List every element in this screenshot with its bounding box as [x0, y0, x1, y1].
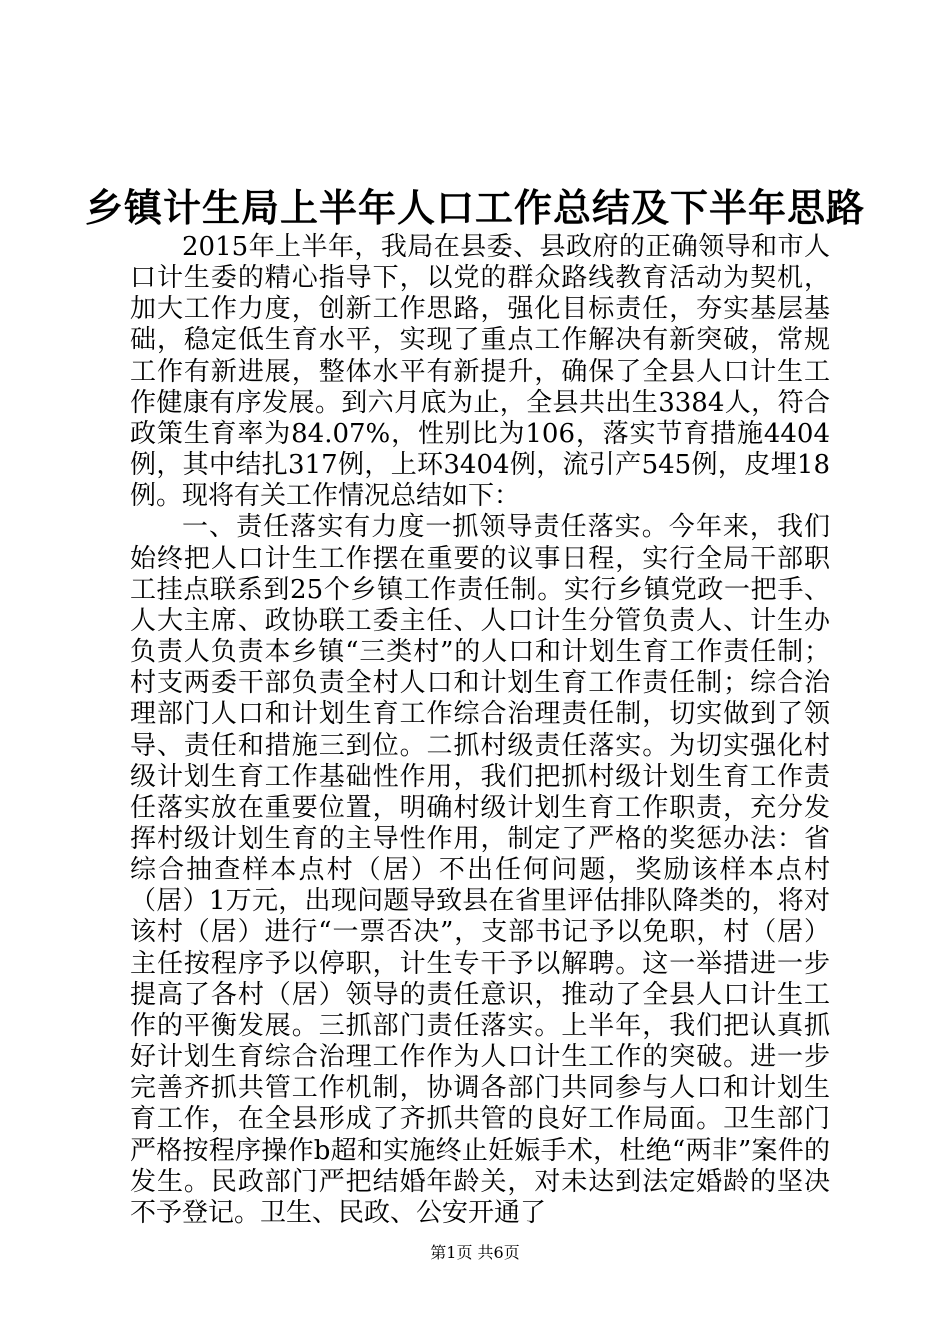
document-body [130, 232, 830, 1229]
page-number: 第1页 共6页 [430, 1243, 520, 1262]
paragraph-responsibility: 一、责任落实有力度一抓领导责任落实。今年来，我们始终把人口计生工作摆在重要的议事日程，实行全局干部职工挂点联系到25个乡镇工作责任制。实行乡镇党政一把手、人大主席、政协联工委主任、人口计生分管负责人、计生办负责人负责本乡镇“三类村”的人口和计划生育工作责任制；村支两委干部负责全村人口和计划生育工作责任制；综合治理部门人口和计划生育工作综合治理责任制，切实做到了领导、责任和措施三到位。二抓村级责任落实。为切实强化村级计划生育工作基础性作用，我们把抓村级计划生育工作责任落实放在重要位置，明确村级计划生育工作职责，充分发挥村级计划生育的主导性作用，制定了严格的奖惩办法：省综合抽查样本点村（居）不出任何问题，奖励该样本点村（居）1万元，出现问题导致县在省里评估排队降类的，将对该村（居）进行“一票否决”，支部书记予以免职，村（居）主任按程序予以停职，计生专干予以解聘。这一举措进一步提高了各村（居）领导的责任意识，推动了全县人口计生工作的平衡发展。三抓部门责任落实。上半年，我们把认真抓好计划生育综合治理工作作为人口计生工作的突破。进一步完善齐抓共管工作机制，协调各部门共同参与人口和计划生育工作，在全县形成了齐抓共管的良好工作局面。卫生部门严格按程序操作b超和实施终止妊娠手术，杜绝“两非”案件的发生。民政部门严把结婚年龄关，对未达到法定婚龄的坚决不予登记。卫生、民政、公安开通了 [130, 512, 830, 1228]
paragraph-intro: 2015年上半年，我局在县委、县政府的正确领导和市人口计生委的精心指导下，以党的群众路线教育活动为契机，加大工作力度，创新工作思路，强化目标责任，夯实基层基础，稳定低生育水平，实现了重点工作解决有新突破，常规工作有新进展，整体水平有新提升，确保了全县人口计生工作健康有序发展。到六月底为止，全县共出生3384人，符合政策生育率为84.07%，性别比为106，落实节育措施4404例，其中结扎317例，上环3404例，流引产545例，皮埋18例。现将有关工作情况总结如下： [130, 232, 830, 512]
document-title: 乡镇计生局上半年人口工作总结及下半年思路 [84, 185, 865, 230]
